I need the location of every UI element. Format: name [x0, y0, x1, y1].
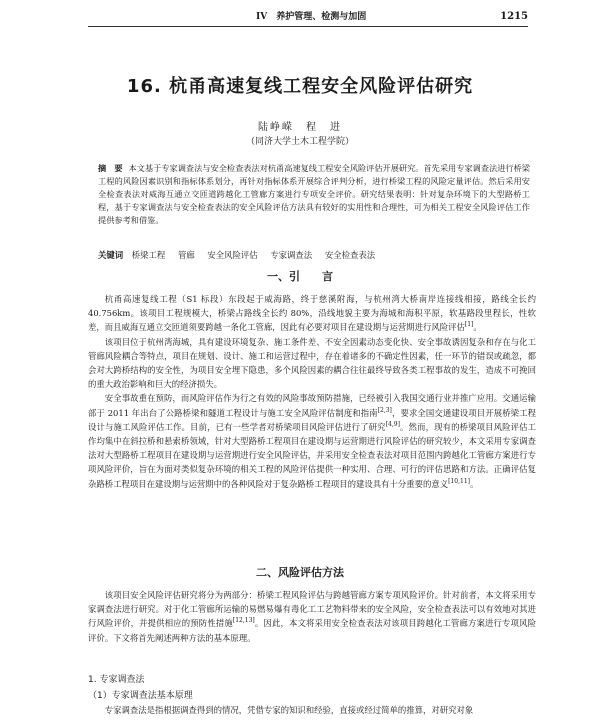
citation: [2,3]	[377, 406, 392, 414]
abstract-text: 本文基于专家调查法与安全检查表法对杭甬高速复线工程安全风险评估开展研究。首先采用专家调查法进行桥梁工程的风险因素识别和指标体系划分，再针对指标体系开展综合评判分析，进行桥梁工程的风险定量评估。然后采用安全检查表法对威海互通立交匝道跨越化工管廊方案进行专项安全评价。研究结果表明：针对复杂环境下的大型路桥工程，基于专家调查法与安全检查表法的安全风险评估方法具有较好的实用性和合理性，可为相关工程安全风险评估工作提供参考和借鉴。	[98, 163, 530, 225]
subsection-heading: 1. 专家调查法	[88, 675, 145, 685]
section-heading-introduction: 一、引 言	[267, 270, 333, 283]
abstract-label: 摘 要	[98, 163, 123, 173]
method-p2-text: 专家调查法是指根据调查得到的情况，凭借专家的知识和经验，直接或经过简单的推算，对研究对象	[104, 705, 474, 715]
intro-p3-text-c: 。然而，现有的桥梁项目风险评估工作均集中在斜拉桥和悬索桥领域，针对大型路桥工程项目在建设期与运营期进行风险评估的研究较少，本文采用专家调查法对大型路桥工程项目在建设期与运营期进行安全风险评估，并采用安全检查表法对项目范围内跨越化工管廊方案进行专项风险评价，旨在为面对类似复杂环境的相关工程的风险评估提供一种实用、合理、可行的评估思路和方法。正确评估复杂路桥工程项目在建设期与运营期中的各种风险对于复杂路桥工程项目的建设具有十分重要的意义	[88, 421, 537, 489]
article-authors: 陆峥嵘 程 进	[258, 122, 342, 133]
method-body	[88, 588, 536, 645]
section-heading-method: 二、风险评估方法	[256, 566, 344, 579]
citation: [10,11]	[448, 477, 470, 485]
intro-paragraph: 杭甬高速复线工程（S1 标段）东段起于威海路，终于慈溪附海，与杭州湾大桥南岸连接线相接，路线全长约 40.756km。该项目工程规模大，桥梁占路线全长约 80%，沿线地貌主要为海城和海积平原，软基路段里程长，性软差，而且威海互通立交匝道须要跨越一条化工管廊，因此有必要对项目在建设期与运营期进行风险评估[1]。	[88, 294, 536, 333]
intro-paragraph	[88, 335, 536, 392]
keyword: 桥梁工程	[131, 250, 166, 260]
method-paragraph	[88, 703, 536, 717]
method-p1-text-b: 。因此，本文将采用安全检查表法对该项目跨越化工管廊方案进行专项风险评价。下文将首先阐述两种方法的基本原理。	[88, 618, 537, 643]
keyword: 专家调查法	[270, 250, 313, 260]
method-paragraph	[88, 588, 536, 645]
method-p1-text-a: 该项目安全风险评估研究将分为两部分：桥梁工程风险评估与跨越管廊方案专项风险评价。针对前者，本文将采用专家调查法进行研究。对于化工管廊所运输的易燃易爆有毒化工工艺物料带来的安全风险，安全检查表法可以有效地对其进行风险评价，并提供相应的预防性措施	[88, 590, 536, 629]
intro-p3-end: 。	[469, 478, 479, 489]
keyword: 安全检查表法	[324, 250, 376, 260]
page-number: 1215	[500, 11, 528, 22]
article-affiliation: （同济大学土木工程学院）	[245, 137, 354, 147]
running-header	[88, 8, 528, 27]
introduction-body	[88, 292, 536, 491]
citation: [1]	[464, 321, 474, 329]
intro-p3-text-b: ，要求全国交通建设项目开展桥梁工程设计与施工风险评估工作。目前，已有一些学者对桥梁项目风险评估进行了研究	[88, 407, 537, 432]
abstract	[98, 162, 530, 227]
intro-paragraph	[88, 391, 536, 490]
keyword: 管廊	[177, 250, 195, 260]
citation: [4,9]	[385, 421, 400, 429]
intro-p2-text: 该项目位于杭州湾海城，具有建设环境复杂、施工条件差、不安全因素动态变化快、安全事故诱因复杂和存在与化工管廊风险耦合等特点，项目在规划、设计、施工和运营过程中，存在着诸多的不确定性因素，任一环节的错误或疏忽，都会对大跨桥结构的安全性，为项目安全埋下隐患，多个风险因素的耦合往往最终导致各类工程事故的发生，造成不可挽回的重大政治影响和巨大的经济损失。	[88, 336, 536, 390]
intro-p1-text: 杭甬高速复线工程（S1 标段）东段起于威海路，终于慈溪附海，与杭州湾大桥南岸连接线相接，路线全长约 40.756km。该项目工程规模大，桥梁占路线全长约 80%，沿线地貌主要为海城和海积平原，软基路段里程长，性软差，而且威海互通立交匝道须要跨越一条化工管廊，因此有必要对项目在建设期与运营期进行风险评估	[88, 294, 536, 333]
keywords-label: 关键词	[98, 250, 124, 260]
citation: [12,13]	[232, 617, 255, 625]
intro-p3-text-a: 安全事故重在预防，而风险评估作为行之有效的风险事故预防措施，已经被引入我国交通行业并推广应用。交通运输部于 2011 年出台了公路桥梁和隧道工程设计与施工安全风险评估制度和指南	[88, 393, 536, 418]
keywords	[98, 249, 530, 262]
running-header-section: IV 养护管理、检测与加固	[256, 12, 367, 22]
method-body-continued	[88, 703, 536, 717]
article-title: 16. 杭甬高速复线工程安全风险评估研究	[126, 76, 474, 97]
keyword: 安全风险评估	[207, 250, 258, 260]
subsubsection-heading: （1）专家调查法基本原理	[88, 691, 193, 701]
